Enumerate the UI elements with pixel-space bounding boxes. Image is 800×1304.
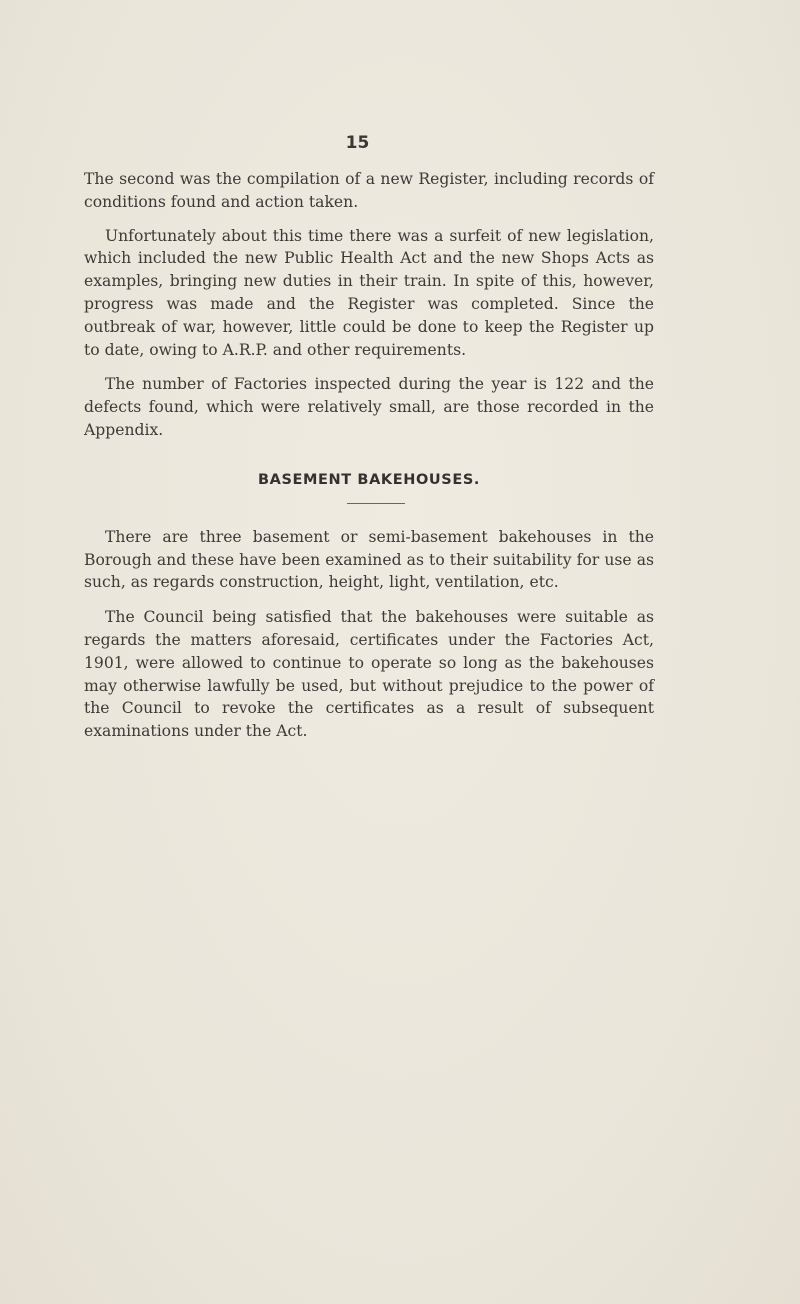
paragraph-bakehouses-examined: There are three basement or semi-basement bakehouses in the Borough and these have been examined as to their suitability for use as such, as regards construction, height, light, ventilation, etc. — [84, 527, 654, 592]
section-heading-basement-bakehouses: BASEMENT BAKEHOUSES. — [258, 471, 480, 488]
paragraph-council-certificates: The Council being satisfied that the bakehouses were suitable as regards the matters aforesaid, certificates under the Factories Act, 1901, were allowed to continue to operate so long as the bakehouses may otherwise lawfully be used, but without prejudice to the power of the Council to revoke the certificates as a result of subsequent examinations under the Act. — [84, 608, 654, 741]
heading-divider — [347, 503, 405, 504]
paragraph-legislation: Unfortunately about this time there was a surfeit of new legislation, which included the new Public Health Act and the new Shops Acts as examples, bringing new duties in their train. In spite of this, however, progress was made and the Register was completed. Since the outbreak of war, however, little could be done to keep the Register up to date, owing to A.R.P. and other requirements. — [84, 226, 654, 359]
paragraph-register-compilation: The second was the compilation of a new Register, including records of conditions found and action taken. — [84, 170, 654, 211]
paragraph-factories-inspected: The number of Factories inspected during the year is 122 and the defects found, which were relatively small, are those recorded in the Appendix. — [84, 375, 654, 439]
page-body — [84, 168, 654, 743]
page-number: 15 — [345, 133, 370, 153]
